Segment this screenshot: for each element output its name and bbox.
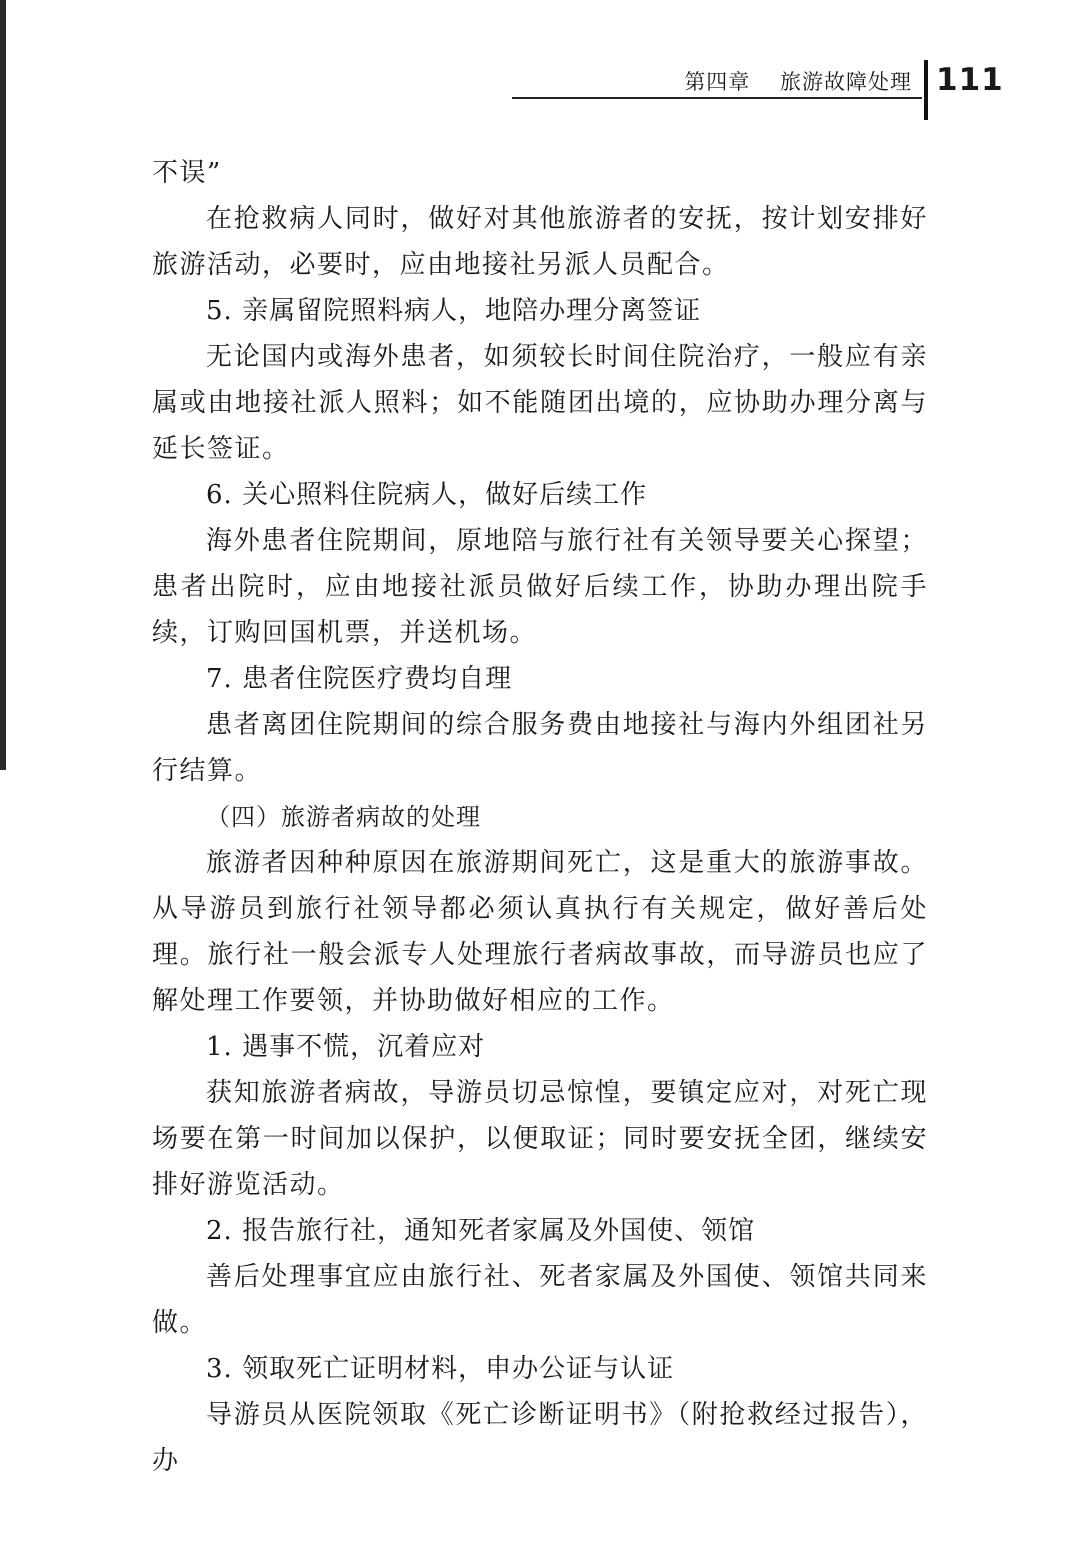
section-heading: 3. 领取死亡证明材料，申办公证与认证 [206, 1354, 675, 1384]
chapter-label: 第四章 [684, 70, 751, 94]
section-heading: 2. 报告旅行社，通知死者家属及外国使、领馆 [206, 1216, 756, 1246]
paragraph: 旅游者因种种原因在旅游期间死亡，这是重大的旅游事故。从导游员到旅行社领导都必须认真执行有关规定，做好善后处理。旅行社一般会派专人处理旅行者病故事故，而导游员也应了解处理工作要领，并协助做好相应的工作。 [152, 848, 928, 1016]
paragraph: 海外患者住院期间，原地陪与旅行社有关领导要关心探望；患者出院时，应由地接社派员做好后续工作，协助办理出院手续，订购回国机票，并送机场。 [152, 526, 928, 648]
body-text [152, 150, 928, 1484]
paragraph: 无论国内或海外患者，如须较长时间住院治疗，一般应有亲属或由地接社派人照料；如不能随团出境的，应协助办理分离与延长签证。 [152, 342, 928, 464]
paragraph: 导游员从医院领取《死亡诊断证明书》（附抢救经过报告），办 [152, 1400, 928, 1476]
header-separator-bar [924, 60, 928, 120]
page-number: 111 [936, 62, 1004, 98]
paragraph: 善后处理事宜应由旅行社、死者家属及外国使、领馆共同来做。 [152, 1262, 928, 1338]
subsection-heading: （四）旅游者病故的处理 [206, 803, 481, 831]
paragraph-continuation: 不误” [152, 158, 222, 188]
section-heading: 1. 遇事不慌，沉着应对 [206, 1032, 486, 1062]
header-rule [512, 97, 922, 99]
paragraph: 患者离团住院期间的综合服务费由地接社与海内外组团社另行结算。 [152, 710, 928, 786]
section-heading: 7. 患者住院医疗费均自理 [206, 664, 513, 694]
section-heading: 6. 关心照料住院病人，做好后续工作 [206, 480, 648, 510]
header-text [684, 66, 912, 96]
section-heading: 5. 亲属留院照料病人，地陪办理分离签证 [206, 296, 702, 326]
running-header [0, 60, 1080, 130]
paragraph: 在抢救病人同时，做好对其他旅游者的安抚，按计划安排好旅游活动，必要时，应由地接社另派人员配合。 [152, 204, 928, 280]
chapter-title: 旅游故障处理 [780, 70, 912, 94]
paragraph: 获知旅游者病故，导游员切忌惊惶，要镇定应对，对死亡现场要在第一时间加以保护，以便取证；同时要安抚全团，继续安排好游览活动。 [152, 1078, 928, 1200]
